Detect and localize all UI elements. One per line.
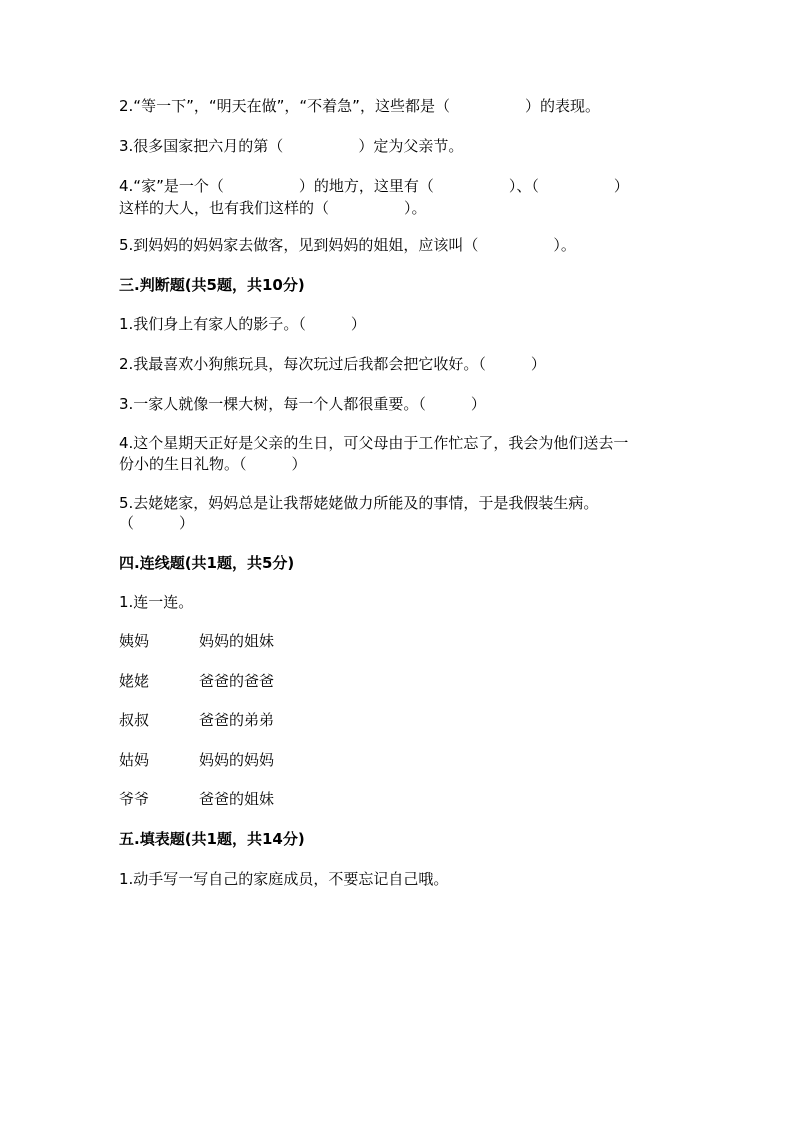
judgment-question-1: 1.我们身上有家人的影子。（ ）: [119, 315, 366, 333]
fill-question-2: 2.“等一下”，“明天在做”，“不着急”，这些都是（ ）的表现。: [119, 97, 600, 115]
match-left-item[interactable]: 姨妈: [119, 632, 150, 650]
match-left-item[interactable]: 姥姥: [119, 672, 150, 690]
judgment-question-3: 3.一家人就像一棵大树，每一个人都很重要。（ ）: [119, 395, 486, 413]
matching-question-1: 1.连一连。: [119, 593, 194, 611]
judgment-question-4-line2: 份小的生日礼物。（ ）: [119, 455, 307, 473]
match-right-item[interactable]: 妈妈的妈妈: [199, 751, 275, 769]
match-left-item[interactable]: 叔叔: [119, 711, 150, 729]
match-right-item[interactable]: 妈妈的姐妹: [199, 632, 275, 650]
section-heading-table: 五.填表题(共1题，共14分): [119, 830, 305, 848]
section-heading-matching: 四.连线题(共1题，共5分): [119, 554, 295, 572]
section-heading-judgment: 三.判断题(共5题，共10分): [119, 276, 305, 294]
fill-question-3: 3.很多国家把六月的第（ ）定为父亲节。: [119, 137, 464, 155]
match-left-item[interactable]: 爷爷: [119, 790, 150, 808]
fill-question-4-line1: 4.“家”是一个（ ）的地方，这里有（ ）、（ ）: [119, 177, 629, 195]
match-right-item[interactable]: 爸爸的姐妹: [199, 790, 275, 808]
fill-question-5: 5.到妈妈的妈妈家去做客，见到妈妈的姐姐，应该叫（ ）。: [119, 236, 576, 254]
table-question-1: 1.动手写一写自己的家庭成员，不要忘记自己哦。: [119, 870, 449, 888]
match-left-item[interactable]: 姑妈: [119, 751, 150, 769]
match-right-item[interactable]: 爸爸的弟弟: [199, 711, 275, 729]
judgment-question-2: 2.我最喜欢小狗熊玩具，每次玩过后我都会把它收好。（ ）: [119, 355, 546, 373]
fill-question-4-line2: 这样的大人，也有我们这样的（ ）。: [119, 199, 427, 217]
judgment-question-4-line1: 4.这个星期天正好是父亲的生日，可父母由于工作忙忘了，我会为他们送去一: [119, 434, 629, 452]
match-right-item[interactable]: 爸爸的爸爸: [199, 672, 275, 690]
judgment-question-5-line1: 5.去姥姥家，妈妈总是让我帮姥姥做力所能及的事情，于是我假装生病。: [119, 494, 599, 512]
judgment-question-5-line2: （ ）: [119, 514, 195, 532]
